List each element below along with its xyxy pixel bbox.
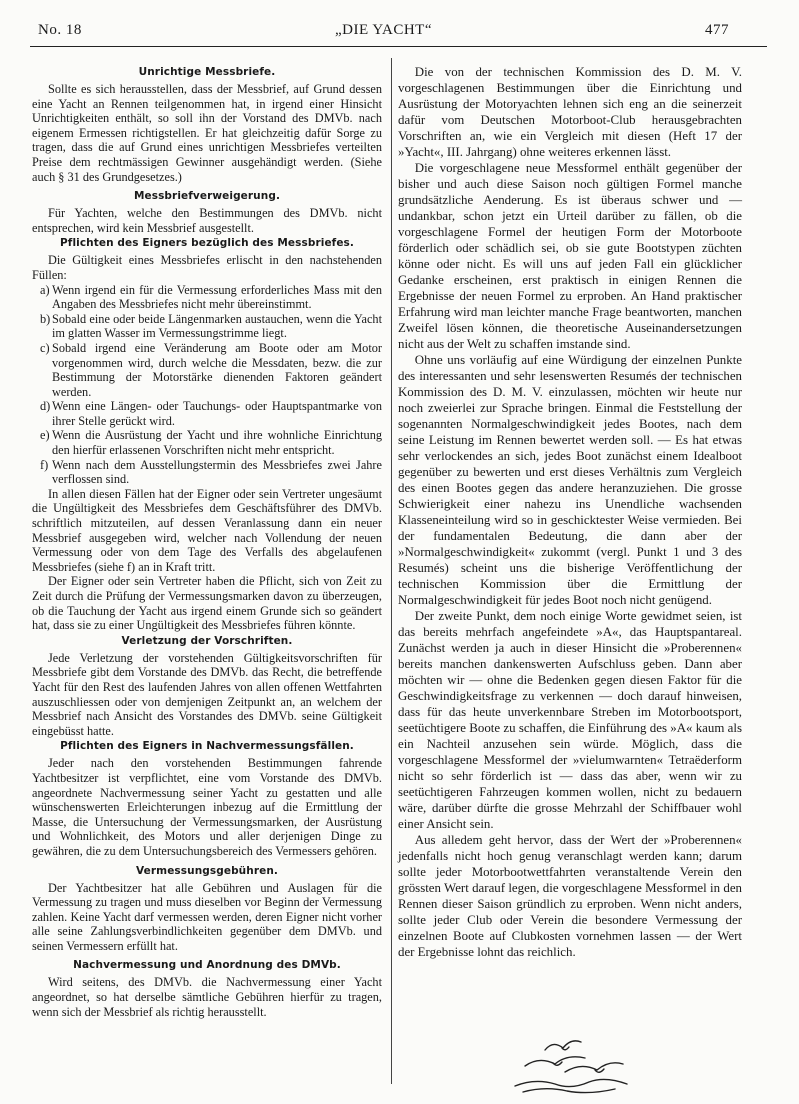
paragraph: In allen diesen Fällen hat der Eigner oder sein Vertreter ungesäumt die Ungültigkeit des Messbriefes dem Geschäftsführer des DMVb. schriftlich mitzuteilen, auf dessen Veranlassung dann ein neuer Messbrief ausgegeben wird, welcher nach Vollendung der neuen Vermessung oder von dem Tage des Verfalls des abgelaufenen Messbriefes (siehe f) an in Kraft tritt.: [32, 486, 382, 574]
right-column: [398, 64, 742, 960]
list-text: Wenn irgend ein für die Vermessung erforderliches Mass mit den Angaben des Messbriefes nicht mehr übereinstimmt.: [52, 282, 382, 312]
list-item: [32, 428, 382, 457]
paragraph: Die von der technischen Kommission des D. M. V. vorgeschlagenen Bestimmungen über die Einrichtung und Ausrüstung der Motoryachten lehnen sich eng an die seinerzeit dafür vom Deutschen Motorboot-Club herausgebrachten Vorschriften an, wie ein Vergleich mit diesen (Heft 17 der »Yacht«, III. Jahrgang) ohne weiteres erkennen lässt.: [398, 65, 742, 159]
paragraph: Jede Verletzung der vorstehenden Gültigkeitsvorschriften für Messbriefe gibt dem Vorstande des DMVb. das Recht, die betreffende Yacht für den Rest des laufenden Jahres von allen offenen Wettfahrten auszuschliessen oder von demjenigen Zeitpunkt an, an welchem der Messbrief nach Ansicht des Vorstandes des DMVb. seine Gültigkeit eingebüsst hatte.: [32, 650, 382, 738]
left-column: [32, 64, 382, 1019]
paragraph: Der Eigner oder sein Vertreter haben die Pflicht, sich von Zeit zu Zeit durch die Prüfung der Vermessungsmarken davon zu überzeugen, ob die Tauchung der Yacht aus irgend einem Grunde sich so geändert hat, dass sie zu einer Ungültigkeit des Messbriefes führen könnte.: [32, 574, 382, 633]
list-text: Wenn eine Längen- oder Tauchungs- oder Hauptspantmarke von ihrer Stelle gerückt wird.: [52, 399, 382, 428]
list-text: Sobald eine oder beide Längenmarken austauchen, wenn die Yacht im glatten Wasser im Vermessungstrimme liegt.: [52, 311, 382, 341]
page-header: [38, 22, 729, 44]
conditions-list: [32, 283, 382, 487]
list-text: Wenn nach dem Ausstellungstermin des Messbriefes zwei Jahre verflossen sind.: [52, 457, 382, 487]
list-item: [32, 399, 382, 428]
issue-number: No. 18: [38, 22, 82, 38]
list-item: [32, 283, 382, 312]
paragraph: Der Yachtbesitzer hat alle Gebühren und Auslagen für die Vermessung zu tragen und muss dieselben vor Beginn der Vermessung zahlen. Keine Yacht darf vermessen werden, deren Eigner nicht vorher alle seine Zahlungsverbindlichkeiten gegenüber dem DMVb. und seinen Vermessern erfüllt hat.: [32, 880, 382, 953]
paragraph: Sollte es sich herausstellen, dass der Messbrief, auf Grund dessen eine Yacht an Rennen teilgenommen hat, in irgend einer Hinsicht Unrichtigkeiten enthält, so soll ihn der Vorstand des DMVb. nach eigenem Ermessen richtigstellen. Er hat gleichzeitig dafür Sorge zu tragen, dass die auf Grund eines unrichtigen Messbriefes verteilten Preise dem rechtmässigen Gewinner ausgehändigt werden. (Siehe auch § 31 des Grundgesetzes.): [32, 82, 382, 184]
paragraph: Wird seitens, des DMVb. die Nachvermessung einer Yacht angeordnet, so hat derselbe sämtliche Gebühren hierfür zu tragen, wenn sich der Messbrief als richtig herausstellt.: [32, 975, 382, 1019]
list-marker: f): [40, 457, 49, 472]
paragraph: Für Yachten, welche den Bestimmungen des DMVb. nicht entsprechen, wird kein Messbrief ausgestellt.: [32, 206, 382, 235]
list-item: [32, 341, 382, 399]
seagulls-vignette-icon: [505, 1032, 635, 1098]
list-text: Sobald irgend eine Veränderung am Boote oder am Motor vorgenommen wird, durch welche die Messdaten, bezw. die zur Bestimmung der Motorstärke dienenden Faktoren geändert werden.: [52, 340, 382, 399]
list-text: Wenn die Ausrüstung der Yacht und ihre wohnliche Einrichtung den hierfür erlassenen Vorschriften nicht mehr entspricht.: [52, 428, 382, 458]
paragraph: Die vorgeschlagene neue Messformel enthält gegenüber der bisher und auch diese Saison noch gültigen Formel manche grundsätzliche Aenderung. Es ist überaus schwer und — undankbar, schon jetzt ein Urteil darüber zu fällen, ob die vorgeschlagene Formel der heutigen Form der Motorboote förderlich oder schädlich sei, ob sie gute Bootstypen züchten könne oder nicht. Es will uns auf jeden Fall ein glücklicher Gedanke erscheinen, erst praktisch in einigen Rennen die Ergebnisse der neuen Formel zu erproben. An Hand praktischer Erfahrung wird man leichter manche Frage beantworten, manchen Zweifel lösen können, die theoretische Auseinandersetzungen nicht aus der Welt zu schaffen imstande sind.: [398, 161, 742, 351]
page-number: 477: [705, 22, 729, 38]
section-heading: Unrichtige Messbriefe.: [138, 66, 276, 78]
paragraph: Ohne uns vorläufig auf eine Würdigung der einzelnen Punkte des interessanten und sehr lesenswerten Resumés der technischen Kommission des D. M. V. einzulassen, möchten wir heute nur noch zweierlei zur Sprache bringen. Einmal die Feststellung der sogenannten Normalgeschwindigkeit jedes Bootes, nach dem seine Leistung im Rennen bewertet werden soll. — Es hat etwas sehr verlockendes an sich, jedes Boot zunächst einem Idealboot gegenüber zu bewerten und erst dieses Verhältnis zum Vergleich des einen Bootes gegen das andere heranzuziehen. Die grosse Schwierigkeit einer nahezu ins Unendliche wachsenden Klasseneinteilung wird so in geschicktester Weise vermieden. Bei der fundamentalen Bedeutung, die dann aber der »Normalgeschwindigkeit« zukommt (vergl. Punkt 1 und 3 des Resumés) scheint uns die bisherige Veröffentlichung der technischen Kommission über die Ermittlung der Normalgeschwindigkeit für jedes Boot noch nicht genügend.: [398, 353, 742, 607]
paragraph: Aus alledem geht hervor, dass der Wert der »Proberennen« jedenfalls nicht hoch genug veranschlagt werden kann; darum sollte jeder Motorbootwettfahrten veranstaltende Verein den grössten Wert darauf legen, die vorgeschlagene Messformel in den Rennen dieser Saison gründlich zu erproben. Wenn nicht anders, sollte jeder Club oder Verein die besondere Vermessung der einzelnen Boote auf Clubkosten vornehmen lassen — der Wert der Ergebnisse lohnt das reichlich.: [398, 833, 742, 959]
paragraph: Jeder nach den vorstehenden Bestimmungen fahrende Yachtbesitzer ist verpflichtet, eine vom Vorstande des DMVb. angeordnete Nachvermessung seiner Yacht zu gestatten und alle wünschenswerten Erleichterungen inbezug auf die Ermittlung der Masse, die Untersuchung der Vermessungsmarken, der Ausrüstung und Wohnlichkeit, des Motors und aller derjenigen Dinge zu gewähren, die zu dem Untersuchungsbereich des Vermessers gehören.: [32, 756, 382, 858]
list-marker: c): [40, 340, 50, 355]
section-heading: Vermessungsgebühren.: [136, 864, 278, 877]
section-heading: Verletzung der Vorschriften.: [121, 634, 293, 647]
paragraph: Die Gültigkeit eines Messbriefes erlischt in den nachstehenden Füllen:: [32, 253, 382, 282]
header-rule: [30, 46, 767, 47]
list-item: [32, 312, 382, 341]
list-marker: a): [40, 282, 50, 297]
section-heading: Pflichten des Eigners in Nachvermessungsfällen.: [60, 740, 354, 753]
journal-title: „DIE YACHT“: [334, 22, 432, 38]
section-heading: Messbriefverweigerung.: [133, 190, 281, 203]
column-divider: [391, 58, 392, 1084]
section-heading: Pflichten des Eigners bezüglich des Messbriefes.: [60, 237, 354, 250]
list-marker: e): [40, 428, 50, 443]
section-heading: Nachvermessung und Anordnung des DMVb.: [73, 959, 341, 972]
list-item: [32, 458, 382, 487]
paragraph: Der zweite Punkt, dem noch einige Worte gewidmet seien, ist das bereits mehrfach angefeindete »A«, das Hauptspantareal. Zunächst werden ja auch in dieser Hinsicht die »Proberennen« bereits manchen dankenswerten Aufschluss geben. Dann aber möchten wir — ohne die Bedenken gegen diesen Faktor für die Geschwindigkeitsfrage zu verkennen — doch darauf hinweisen, dass für das heute unverkennbare Streben im Motorbootsport, seetüchtigere Boote zu schaffen, die Einführung des »A« kaum als ein Nachteil anzusehen sein würde. Möglich, dass die vorgeschlagene Messformel der »vielumwarnten« Tetraëderform nicht so sehr förderlich ist — dass das aber, wenn wir zu seetüchtigeren Fahrzeugen kommen wollen, nicht zu bedauern wäre, darüber dürfte die grosse Mehrzahl der Schiffbauer wohl einer Ansicht sein.: [398, 609, 742, 831]
list-marker: b): [40, 311, 51, 326]
list-marker: d): [40, 399, 51, 414]
